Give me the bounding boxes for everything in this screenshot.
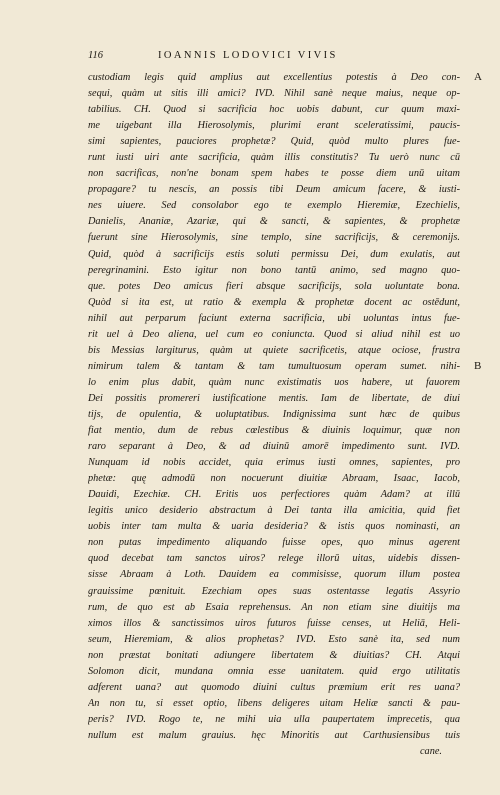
- text-line: phetæ: quę admodū non nocuerunt diuitiæ Abraam, Isaac, Iacob,: [88, 473, 460, 485]
- text-line: seum, Hieremiam, & alios prophetas? IVD. Esto sanè ita, sed num: [88, 633, 460, 645]
- text-line: Danielis, Ananiæ, Azariæ, qui & sancti, & sapientes, & prophetæ: [88, 216, 460, 228]
- text-line: quod decebat tam sanctos uiros? relege illorū uitas, uidebis dissen-: [88, 553, 460, 565]
- text-line: peregrinamini. Esto igitur non bono tantū animo, sed magno quo-: [88, 264, 460, 276]
- text-line: ximos illos & sanctissimos uiros futuros fuisse censes, ut Heliā, Heli-: [88, 617, 460, 629]
- text-line: Solomon dicit, mundana omnia esse uanitatem. quid ergo utilitatis: [88, 665, 460, 677]
- text-line: nes uiuere. Sed consolabor ego te exemplo Hieremiæ, Ezechielis,: [88, 200, 460, 212]
- text-line: bis Messias largiturus, quàm ut quiete sacrificetis, atque ociose, frustra: [88, 344, 460, 356]
- text-line: me uigebant illa Hierosolymis, plurimi erant sceleratissimi, paucis-: [88, 120, 460, 132]
- text-line: raro separant à Deo, & ad diuinū amorē impedimento sunt. IVD.: [88, 441, 460, 453]
- text-line: sequi, quàm ut sitis illi amici? IVD. Nihil sanè neque maius, neque op-: [88, 88, 460, 100]
- page-header: [88, 50, 448, 64]
- text-line: nihil aut perparum faciunt externa sacrificia, ubi uoluntas intus fue-: [88, 312, 460, 324]
- text-line: Dei possitis promereri iustificatione mentis. Iam de libertate, de diui: [88, 392, 460, 404]
- text-line: grauissime pœnituit. Ezechiam opes suas ostentasse legatis Assyrio: [88, 585, 460, 597]
- text-line: propagare? tu nescis, an possis tibi Deum amicum facere, & iusti-: [88, 184, 460, 196]
- text-line: Quòd si ita est, ut ratio & exempla & prophetæ docent ac ostēdunt,: [88, 296, 460, 308]
- text-line: Dauidi, Ezechiæ. CH. Eritis uos perfectiores quàm Adam? at illū: [88, 489, 460, 501]
- text-line: nimirum talem & tantam & tam tumultuosum operam sumet. nihi-: [88, 360, 460, 372]
- text-line: que. potes Deo amicus fieri absque sacrificijs, sola uoluntate bona.: [88, 280, 460, 292]
- text-line: Quid, quòd à sacrificijs estis soluti permissu Dei, dum exulatis, aut: [88, 248, 460, 260]
- text-line: rit uel à Deo aliena, uel cum eo coniuncta. Quod si aliud nihil est uo: [88, 328, 460, 340]
- text-line: An non tu, si esset optio, libens deligeres uitam Heliæ sancti & pau-: [88, 697, 460, 709]
- running-head: IOANNIS LODOVICI VIVIS: [158, 50, 338, 61]
- body-text: [88, 70, 460, 760]
- text-line: non putas impedimento aliquando fuisse opes, quo minus agerent: [88, 537, 460, 549]
- text-line: peris? IVD. Rogo te, ne mihi uia ulla paupertatem imprecetis, qua: [88, 713, 460, 725]
- text-line: tabilius. CH. Quod si sacrificia hoc uobis dabunt, cur quum maxi-: [88, 104, 460, 116]
- text-line: fiat mentio, dum de rebus cœlestibus & diuinis loquimur, quæ non: [88, 425, 460, 437]
- folio-number: 116: [88, 50, 103, 61]
- text-line: non præstat bonitati adiungere libertatem & diuitias? CH. Atqui: [88, 649, 460, 661]
- text-line: adferent uana? aut quomodo diuini cultus præmium erit res uana?: [88, 681, 460, 693]
- text-line: runt iusti uiri ante sacrificia, quàm illis constitutis? Tu uerò nunc cū: [88, 152, 460, 164]
- text-line: custodiam legis quid amplius aut excellentius potestis à Deo con-: [88, 72, 460, 83]
- text-line: lo enim plus dabit, quàm nunc existimatis uos habere, ut fauorem: [88, 376, 460, 388]
- text-line: uobis inter tam multa & uaria desideria? & istis quos nominasti, an: [88, 521, 460, 533]
- margin-letter-a: A: [474, 71, 482, 83]
- text-line: non sacrificas, non'ne bonam spem habes te posse diem unū uitam: [88, 168, 460, 180]
- text-line: tijs, de opulentia, & uoluptatibus. Indignissima sunt hæc de quibus: [88, 408, 460, 420]
- text-line: Nunquam id nobis accidet, quia erimus iusti omnes, sapientes, pro: [88, 457, 460, 469]
- margin-letter-b: B: [474, 360, 482, 372]
- catchword: cane.: [419, 745, 442, 757]
- text-line: nullum est malum grauius. hęc Minoritis aut Carthusiensibus tuis: [88, 729, 460, 741]
- text-line: rum, de quo est ab Esaia reprehensus. An non etiam sine diuitijs ma: [88, 601, 460, 613]
- text-line: legitis unico desiderio abstractum à Dei tanta illa amicitia, quid fiet: [88, 505, 460, 517]
- text-line: simi sapientes, pauciores prophetæ? Quid, quòd multo plures fue-: [88, 136, 460, 148]
- text-line: fuerunt sine Hierosolymis, sine templo, sine sacrificijs, & ceremonijs.: [88, 232, 460, 244]
- text-line: sisse Abraam à Loth. Dauidem ea commisisse, quorum illum postea: [88, 569, 460, 581]
